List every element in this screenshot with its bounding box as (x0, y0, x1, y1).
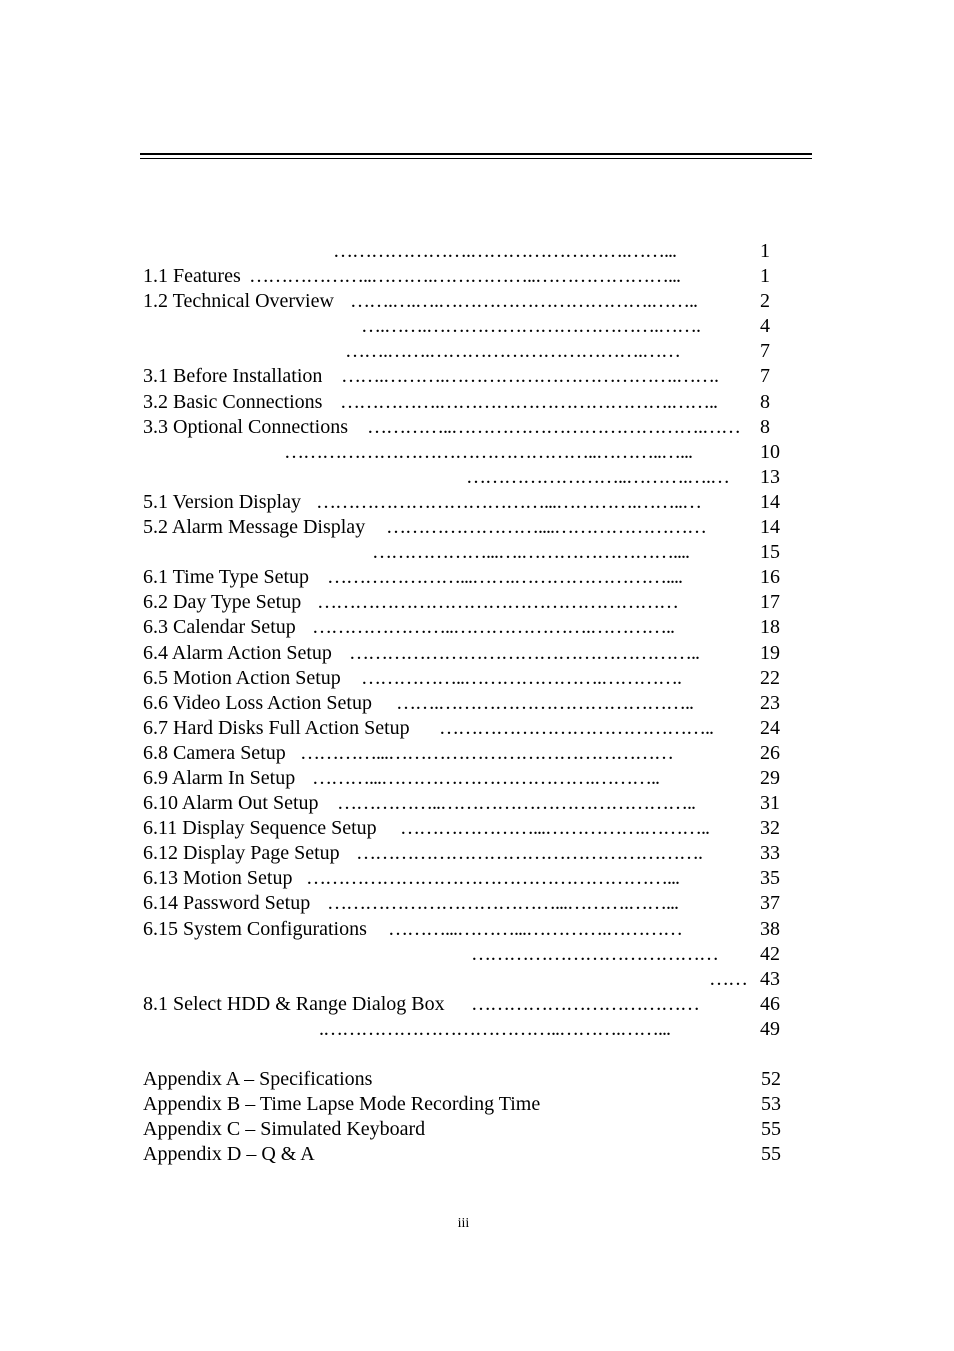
toc-leader: …… (709, 967, 747, 990)
toc-leader: …………………...…….…………………….... (327, 566, 682, 589)
toc-entry[interactable] (143, 917, 783, 942)
toc-entry-label: 6.12 Display Page Setup (143, 842, 340, 865)
appendix-entry[interactable] (143, 1117, 783, 1142)
toc-entry-label: 6.5 Motion Action Setup (143, 666, 341, 689)
toc-entry-label: 3.1 Before Installation (143, 365, 323, 388)
toc-entry-label: 3.3 Optional Connections (143, 415, 348, 438)
toc-page-number: 22 (760, 666, 780, 689)
toc-entry[interactable] (143, 1017, 783, 1042)
toc-entry[interactable] (143, 264, 783, 289)
toc-leader: ………...…………………………….……….. (312, 766, 659, 789)
toc-entry-label: 6.6 Video Loss Action Setup (143, 691, 372, 714)
toc-entry-label: 6.15 System Configurations (143, 917, 367, 940)
toc-page-number: 7 (760, 365, 770, 388)
section-gap (143, 1042, 783, 1067)
toc-page-number: 8 (760, 415, 770, 438)
toc-leader: ……………………………… (471, 992, 699, 1015)
toc-page-number: 38 (760, 917, 780, 940)
toc-leader: ………...………...………….………… (388, 917, 682, 940)
toc-page-number: 15 (760, 541, 780, 564)
appendix-entry[interactable] (143, 1067, 783, 1092)
toc-entry[interactable] (143, 691, 783, 716)
toc-page-number: 35 (760, 867, 780, 890)
toc-entry-label: 5.1 Version Display (143, 490, 301, 513)
appendix-label: Appendix C – Simulated Keyboard (143, 1118, 426, 1141)
toc-leader: ………………….…………………….……... (333, 240, 676, 262)
toc-entry[interactable] (143, 314, 783, 339)
toc-leader: …………...……………………………………… (300, 741, 673, 764)
toc-leader: ….…….……………………………….……. (361, 315, 700, 338)
toc-page-number: 43 (760, 967, 780, 990)
toc-page-number: 8 (760, 390, 770, 413)
toc-entry-label: 8.1 Select HDD & Range Dialog Box (143, 992, 445, 1015)
toc-page-number: 31 (760, 792, 780, 815)
toc-entry[interactable] (143, 967, 783, 992)
toc-page-number: 2 (760, 290, 770, 313)
toc-entry[interactable] (143, 289, 783, 314)
toc-leader: ………………..……….……………..…………………... (249, 265, 680, 288)
appendix-entry[interactable] (143, 1142, 783, 1167)
toc-leader: …….……….……………………………….……. (341, 365, 718, 388)
toc-page-number: 17 (760, 591, 780, 614)
toc-leader: …………..………………………………….…… (367, 415, 740, 438)
toc-entry[interactable] (143, 364, 783, 389)
toc-page-number: 37 (760, 892, 780, 915)
toc-entry[interactable] (143, 565, 783, 590)
toc-leader: …….…….…………………………….…… (345, 340, 680, 363)
toc-page-number: 19 (760, 641, 780, 664)
toc-entry[interactable] (143, 440, 783, 465)
toc-leader: ……………..………………….…………. (361, 666, 681, 689)
toc-entry[interactable] (143, 992, 783, 1017)
toc-leader: …………………………………………..………..…... (284, 440, 692, 463)
toc-leader: ……………..………………………………….. (337, 792, 695, 815)
toc-page-number: 32 (760, 817, 780, 840)
toc-leader: .………………………………..……….……... (319, 1017, 670, 1040)
toc-page-number: 49 (760, 1017, 780, 1040)
toc-entry[interactable] (143, 716, 783, 741)
appendix-label: Appendix B – Time Lapse Mode Recording Time (143, 1093, 541, 1116)
appendix-page-number: 55 (761, 1143, 781, 1166)
toc-leader: …………………………………….. (439, 716, 713, 739)
appendix-page-number: 52 (761, 1068, 781, 1090)
toc-entry-label: 6.2 Day Type Setup (143, 591, 302, 614)
toc-page-number: 23 (760, 691, 780, 714)
toc-entry[interactable] (143, 540, 783, 565)
toc-leader: ……………………....…………………… (386, 516, 706, 539)
toc-page-number: 13 (760, 465, 780, 488)
toc-entry[interactable] (143, 741, 783, 766)
toc-entry-label: 6.8 Camera Setup (143, 741, 286, 764)
toc-entry-label: 6.7 Hard Disks Full Action Setup (143, 716, 410, 739)
toc-entry-label: 1.2 Technical Overview (143, 290, 334, 313)
toc-entry[interactable] (143, 766, 783, 791)
toc-leader: ………………………………… (471, 942, 718, 965)
toc-entry[interactable] (143, 641, 783, 666)
toc-entry[interactable] (143, 942, 783, 967)
toc-entry-label: 6.9 Alarm In Setup (143, 766, 296, 789)
toc-leader: ………………………………………………… (317, 591, 678, 614)
toc-entry[interactable] (143, 239, 783, 264)
toc-page-number: 14 (760, 490, 780, 513)
toc-leader: …….….….…………………………….…….. (350, 290, 697, 313)
toc-leader: ………………...….…………………….... (372, 541, 689, 564)
toc-entry[interactable] (143, 415, 783, 440)
toc-leader: …………………..………………….………….. (312, 616, 674, 639)
toc-entry-label: 6.13 Motion Setup (143, 867, 293, 890)
header-rule-thin (140, 158, 812, 159)
toc-entry-label: 3.2 Basic Connections (143, 390, 323, 413)
header-rule-thick (140, 153, 812, 155)
toc-page-number: 46 (760, 992, 780, 1015)
toc-page-number: 42 (760, 942, 780, 965)
toc-page-number: 16 (760, 566, 780, 589)
toc-entry[interactable] (143, 590, 783, 615)
toc-leader: ………………………………………………. (356, 842, 702, 865)
toc-page-number: 14 (760, 516, 780, 539)
toc-page-number: 1 (760, 240, 770, 262)
toc-page-number: 33 (760, 842, 780, 865)
toc-entry-label: 5.2 Alarm Message Display (143, 516, 366, 539)
toc-page-number: 24 (760, 716, 780, 739)
appendix-label: Appendix A – Specifications (143, 1068, 373, 1090)
toc-leader: ………………………………...………….……..… (316, 490, 701, 513)
toc-leader: …………………...…………….……….. (400, 817, 709, 840)
toc-entry[interactable] (143, 891, 783, 916)
toc-entry[interactable] (143, 791, 783, 816)
toc-page-number: 10 (760, 440, 780, 463)
toc-entry-label: 6.1 Time Type Setup (143, 566, 310, 589)
toc-entry[interactable] (143, 390, 783, 415)
table-of-contents (143, 239, 783, 1167)
toc-entry[interactable] (143, 515, 783, 540)
toc-leader: …….………………………………….. (396, 691, 693, 714)
toc-entry[interactable] (143, 866, 783, 891)
toc-page-number: 4 (760, 315, 770, 338)
toc-leader: …………….……………………………….…….. (340, 390, 717, 413)
toc-entry[interactable] (143, 465, 783, 490)
page-number-footer: iii (457, 1216, 470, 1231)
toc-page-number: 7 (760, 340, 770, 363)
toc-page-number: 1 (760, 265, 770, 288)
toc-entry-label: 1.1 Features (143, 265, 241, 288)
toc-entry-label: 6.10 Alarm Out Setup (143, 792, 319, 815)
toc-entry-label: 6.11 Display Sequence Setup (143, 817, 377, 840)
toc-leader: ………………………………...……….……... (327, 892, 678, 915)
toc-leader: ……………………………………………….. (349, 641, 699, 664)
toc-page-number: 29 (760, 766, 780, 789)
toc-entry-label: 6.14 Password Setup (143, 892, 311, 915)
appendix-page-number: 53 (761, 1093, 781, 1116)
toc-entry[interactable] (143, 666, 783, 691)
toc-page-number: 26 (760, 741, 780, 764)
toc-leader: …………………………………………………... (306, 867, 679, 890)
toc-entry-label: 6.4 Alarm Action Setup (143, 641, 332, 664)
toc-leader: ……………………..……….….… (466, 465, 729, 488)
appendix-label: Appendix D – Q & A (143, 1143, 315, 1166)
toc-entry[interactable] (143, 490, 783, 515)
appendix-page-number: 55 (761, 1118, 781, 1141)
appendix-entry[interactable] (143, 1092, 783, 1117)
toc-entry[interactable] (143, 816, 783, 841)
toc-entry[interactable] (143, 339, 783, 364)
toc-page-number: 18 (760, 616, 780, 639)
toc-entry-label: 6.3 Calendar Setup (143, 616, 296, 639)
toc-entry[interactable] (143, 615, 783, 640)
toc-entry[interactable] (143, 841, 783, 866)
